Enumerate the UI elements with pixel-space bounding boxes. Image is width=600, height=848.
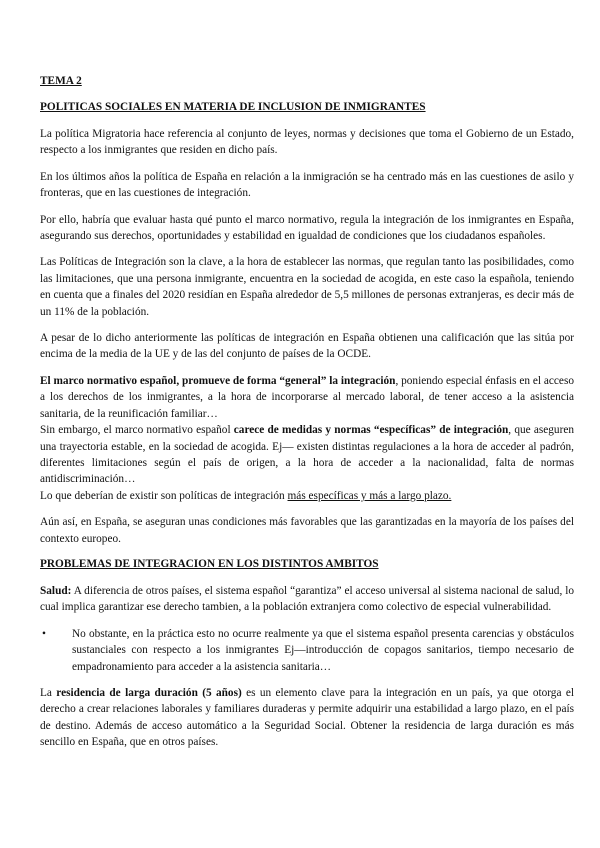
bullet-item	[40, 626, 574, 675]
tema-heading: TEMA 2	[40, 75, 82, 87]
salud-label: Salud:	[40, 584, 72, 597]
paragraph-8	[40, 488, 574, 504]
paragraph-2: En los últimos años la política de España en relación a la inmigración se ha centrado más en las cuestiones de asilo y fronteras, que en las cuestiones de integración.	[40, 170, 574, 200]
paragraph-8-underlined: más específicas y más a largo plazo.	[287, 489, 452, 502]
paragraph-10-rest: es un elemento clave para la integración en un país, ya que otorga el derecho a crear relaciones laborales y familiares duraderas y permite adquirir una estabilidad a largo plazo, en el país de destino. Además de acceso automático a la Seguridad Social. Obtener la residencia de larga duración es más sencillo en España, que en otros países.	[40, 686, 574, 749]
paragraph-6	[40, 373, 574, 422]
paragraph-6-rest: , poniendo especial énfasis en el acceso a los derechos de los inmigrantes, a la hora de incorporarse al mercado laboral, de tener acceso a la asistencia sanitaria, de la reunificación familiar…	[40, 374, 574, 420]
paragraph-10-start: La	[40, 686, 57, 699]
paragraph-1: La política Migratoria hace referencia al conjunto de leyes, normas y decisiones que toma el Gobierno de un Estado, respecto a los inmigrantes que residen en dicho país.	[40, 128, 574, 157]
document-body	[40, 74, 574, 761]
paragraph-3: Por ello, habría que evaluar hasta qué punto el marco normativo, regula la integración de los inmigrantes en España, asegurando sus derechos, oportunidades y estabilidad en igualdad de condiciones que los ciudadanos españoles.	[40, 213, 574, 243]
salud-text: A diferencia de otros países, el sistema español “garantiza” el acceso universal al sistema nacional de salud, lo cual implica garantizar ese derecho tambien, a la población extranjera como colectivo de especial vulnerabilidad.	[40, 584, 574, 614]
bullet-icon: •	[42, 627, 46, 640]
bullet-text: No obstante, en la práctica esto no ocurre realmente ya que el sistema español presenta carencias y obstáculos sustanciales con respecto a los inmigrantes Ej—introducción de copagos sanitarios, tiempo necesario de empadronamiento para acceder a la asistencia sanitaria…	[72, 627, 574, 673]
paragraph-9: Aún así, en España, se aseguran unas condiciones más favorables que las garantizadas en la mayoría de los países del contexto europeo.	[40, 516, 574, 545]
paragraph-8-start: Lo que deberían de existir son políticas de integración	[40, 489, 288, 502]
paragraph-7-bold: carece de medidas y normas “específicas” de integración	[233, 424, 509, 437]
paragraph-7	[40, 422, 574, 488]
paragraph-6-bold: El marco normativo español, promueve de forma “general” la integración	[40, 374, 396, 387]
paragraph-5: A pesar de lo dicho anteriormente las políticas de integración en España obtienen una calificación que las sitúa por encima de la media de la UE y de las del conjunto de países de la OCDE.	[40, 332, 574, 361]
paragraph-10-bold: residencia de larga duración (5 años)	[56, 686, 242, 699]
section-2-title: PROBLEMAS DE INTEGRACION EN LOS DISTINTOS AMBITOS	[40, 557, 379, 570]
paragraph-7-start: Sin embargo, el marco normativo español	[40, 424, 234, 437]
paragraph-7-rest: , que aseguren una trayectoria estable, en la sociedad de acogida. Ej— existen distintas regulaciones a la hora de acceder al padrón, diferentes limitaciones según el país de origen, a la hora de acceder a la nacionalidad, falta de normas antidiscriminación…	[40, 424, 574, 486]
paragraph-10	[40, 685, 574, 751]
main-title: POLITICAS SOCIALES EN MATERIA DE INCLUSION DE INMIGRANTES	[40, 101, 426, 113]
paragraph-4: Las Políticas de Integración son la clave, a la hora de establecer las normas, que regulan tanto las posibilidades, como las limitaciones, que una persona inmigrante, encuentra en la sociedad de acogida, en este caso la española, teniendo en cuenta que a finales del 2020 residían en España alrededor de 5,5 millones de personas extranjeras, es decir más de un 11% de la población.	[40, 256, 574, 318]
salud-paragraph	[40, 583, 574, 616]
